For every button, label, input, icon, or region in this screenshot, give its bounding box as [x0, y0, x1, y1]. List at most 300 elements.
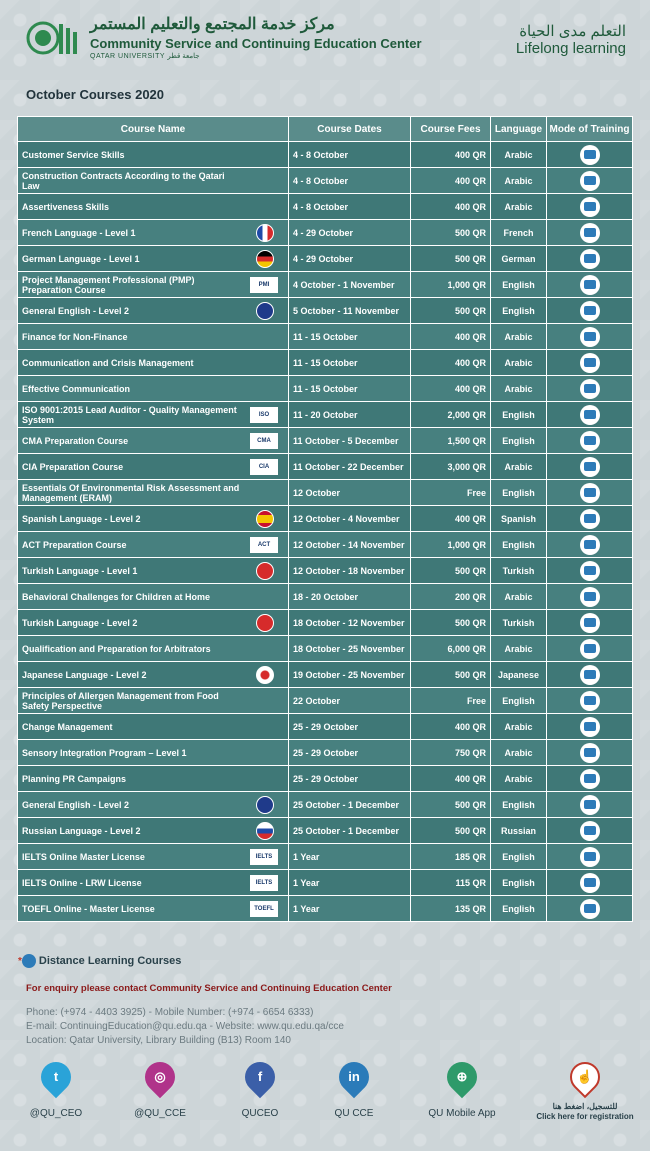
online-training-icon [580, 301, 600, 321]
online-training-icon [580, 171, 600, 191]
col-course-dates: Course Dates [289, 117, 411, 142]
course-dates: 18 - 20 October [289, 584, 411, 610]
mode-of-training-cell [547, 818, 633, 844]
slogan-english: Lifelong learning [515, 40, 626, 57]
table-row [18, 298, 633, 324]
course-language: Turkish [491, 558, 547, 584]
online-training-icon [580, 665, 600, 685]
course-fee: 400 QR [411, 142, 491, 168]
course-dates: 11 - 15 October [289, 324, 411, 350]
table-row [18, 532, 633, 558]
table-row [18, 896, 633, 922]
course-name-cell [18, 168, 289, 194]
course-name: Sensory Integration Program – Level 1 [22, 747, 187, 758]
course-language: Arabic [491, 714, 547, 740]
instagram-icon[interactable]: ◎ [139, 1056, 181, 1098]
online-training-icon [580, 249, 600, 269]
mode-of-training-cell [547, 506, 633, 532]
linkedin-icon[interactable]: in [333, 1056, 375, 1098]
online-training-icon [580, 327, 600, 347]
course-dates: 4 - 29 October [289, 220, 411, 246]
course-name-cell [18, 142, 289, 168]
course-fee: 750 QR [411, 740, 491, 766]
table-row [18, 844, 633, 870]
course-name: Turkish Language - Level 1 [22, 565, 138, 576]
qu-cce-logo [25, 16, 87, 60]
header [0, 0, 650, 78]
course-name: Project Management Professional (PMP) Preparation Course [22, 274, 195, 295]
mode-of-training-cell [547, 194, 633, 220]
course-dates: 11 October - 5 December [289, 428, 411, 454]
course-dates: 18 October - 25 November [289, 636, 411, 662]
course-dates: 4 October - 1 November [289, 272, 411, 298]
lic-cma-logo: CMA [250, 433, 278, 449]
online-training-icon [580, 743, 600, 763]
course-dates: 11 - 20 October [289, 402, 411, 428]
course-language: German [491, 246, 547, 272]
course-dates: 4 - 8 October [289, 142, 411, 168]
course-fee: 1,000 QR [411, 272, 491, 298]
org-name-english: Community Service and Continuing Education Center [90, 36, 422, 51]
course-name: IELTS Online - LRW License [22, 877, 142, 888]
register-label-arabic: للتسجيل، اضغط هنا [552, 1102, 618, 1111]
slogan-arabic: التعلم مدى الحياة [519, 23, 626, 40]
phone-line: Phone: (+974 - 4403 3925) - Mobile Number: (+974 - 6654 6333) [26, 1007, 314, 1018]
location-line: Location: Qatar University, Library Building (B13) Room 140 [26, 1035, 291, 1046]
facebook-icon[interactable]: f [239, 1056, 281, 1098]
course-name: CMA Preparation Course [22, 435, 129, 446]
table-row [18, 194, 633, 220]
asterisk: * [18, 955, 22, 967]
online-training-icon [580, 431, 600, 451]
course-language: English [491, 844, 547, 870]
mode-of-training-cell [547, 766, 633, 792]
course-language: Arabic [491, 376, 547, 402]
course-dates: 25 October - 1 December [289, 792, 411, 818]
course-dates: 25 - 29 October [289, 714, 411, 740]
course-name: Qualification and Preparation for Arbitrators [22, 643, 211, 654]
social-link-linkedin[interactable] [304, 1062, 404, 1119]
course-language: Arabic [491, 454, 547, 480]
course-name-cell [18, 454, 289, 480]
course-fee: 400 QR [411, 376, 491, 402]
course-name: General English - Level 2 [22, 799, 130, 810]
table-row [18, 480, 633, 506]
course-dates: 1 Year [289, 844, 411, 870]
online-training-icon [580, 483, 600, 503]
social-label[interactable]: QU CCE [334, 1108, 374, 1119]
course-name-cell [18, 428, 289, 454]
course-dates: 4 - 8 October [289, 168, 411, 194]
table-row [18, 662, 633, 688]
mode-of-training-cell [547, 246, 633, 272]
table-row [18, 688, 633, 714]
mode-of-training-cell [547, 714, 633, 740]
table-row [18, 246, 633, 272]
course-language: Spanish [491, 506, 547, 532]
course-language: English [491, 532, 547, 558]
course-fee: 400 QR [411, 324, 491, 350]
courses-table [17, 116, 633, 922]
email-line: E-mail: ContinuingEducation@qu.edu.qa - Website: www.qu.edu.qa/cce [26, 1021, 344, 1032]
table-row [18, 168, 633, 194]
course-language: Arabic [491, 740, 547, 766]
course-language: English [491, 298, 547, 324]
table-row [18, 376, 633, 402]
course-dates: 12 October - 14 November [289, 532, 411, 558]
courses-table-body [18, 142, 633, 922]
course-name-cell [18, 480, 289, 506]
flag-tr-icon [256, 562, 274, 580]
course-fee: 200 QR [411, 584, 491, 610]
course-fee: 500 QR [411, 662, 491, 688]
online-training-icon [580, 275, 600, 295]
course-dates: 25 - 29 October [289, 740, 411, 766]
mode-of-training-cell [547, 844, 633, 870]
course-dates: 11 October - 22 December [289, 454, 411, 480]
mode-of-training-cell [547, 896, 633, 922]
distance-learning-note [18, 954, 181, 968]
table-row [18, 454, 633, 480]
course-language: English [491, 428, 547, 454]
course-language: Turkish [491, 610, 547, 636]
course-name-cell [18, 636, 289, 662]
online-training-icon [580, 223, 600, 243]
table-row [18, 506, 633, 532]
mode-of-training-cell [547, 532, 633, 558]
course-name: Essentials Of Environmental Risk Assessment and Management (ERAM) [22, 482, 240, 503]
mode-of-training-cell [547, 324, 633, 350]
course-name-cell [18, 298, 289, 324]
course-name-cell [18, 376, 289, 402]
online-training-icon [580, 821, 600, 841]
course-name-cell [18, 740, 289, 766]
course-language: English [491, 870, 547, 896]
course-name-cell [18, 844, 289, 870]
course-fee: 500 QR [411, 792, 491, 818]
distance-learning-label: Distance Learning Courses [38, 954, 182, 967]
course-language: English [491, 272, 547, 298]
course-dates: 25 October - 1 December [289, 818, 411, 844]
course-fee: 1,500 QR [411, 428, 491, 454]
table-row [18, 142, 633, 168]
mode-of-training-cell [547, 584, 633, 610]
enquiry-text: For enquiry please contact Community Service and Continuing Education Center [26, 983, 392, 994]
course-fee: 115 QR [411, 870, 491, 896]
course-dates: 19 October - 25 November [289, 662, 411, 688]
online-training-icon [580, 145, 600, 165]
course-name: Principles of Allergen Management from Food Safety Perspective [22, 690, 219, 711]
course-name-cell [18, 610, 289, 636]
online-training-icon [580, 795, 600, 815]
table-row [18, 818, 633, 844]
table-row [18, 870, 633, 896]
course-dates: 12 October - 4 November [289, 506, 411, 532]
course-fee: Free [411, 480, 491, 506]
course-dates: 18 October - 12 November [289, 610, 411, 636]
course-fee: 400 QR [411, 714, 491, 740]
course-name-cell [18, 272, 289, 298]
course-name: ISO 9001:2015 Lead Auditor - Quality Management System [22, 404, 237, 425]
course-name-cell [18, 662, 289, 688]
course-language: Japanese [491, 662, 547, 688]
course-dates: 4 - 8 October [289, 194, 411, 220]
mode-of-training-cell [547, 792, 633, 818]
social-link-twitter[interactable] [6, 1062, 106, 1119]
table-row [18, 558, 633, 584]
course-name-cell [18, 818, 289, 844]
lic-cia-logo: CIA [250, 459, 278, 475]
register-pin-icon[interactable]: ☝ [564, 1056, 606, 1098]
course-fee: 400 QR [411, 194, 491, 220]
course-name: Customer Service Skills [22, 149, 125, 160]
table-row [18, 402, 633, 428]
table-row [18, 792, 633, 818]
social-link-qu-app[interactable] [412, 1062, 512, 1119]
course-dates: 1 Year [289, 870, 411, 896]
course-name-cell [18, 402, 289, 428]
social-label[interactable]: @QU_CEO [29, 1108, 83, 1119]
course-fee: 500 QR [411, 558, 491, 584]
mode-of-training-cell [547, 168, 633, 194]
course-dates: 11 - 15 October [289, 350, 411, 376]
table-row [18, 584, 633, 610]
qu-app-icon[interactable]: ⊕ [441, 1056, 483, 1098]
course-fee: 500 QR [411, 298, 491, 324]
course-name-cell [18, 870, 289, 896]
online-training-icon [580, 873, 600, 893]
course-name: Assertiveness Skills [22, 201, 110, 212]
lic-iso-logo: ISO [250, 407, 278, 423]
mode-of-training-cell [547, 272, 633, 298]
course-name: Japanese Language - Level 2 [22, 669, 147, 680]
twitter-icon[interactable]: t [35, 1056, 77, 1098]
course-fee: Free [411, 688, 491, 714]
course-name: Spanish Language - Level 2 [22, 513, 141, 524]
online-training-icon [580, 561, 600, 581]
distance-learning-icon [22, 954, 36, 968]
course-language: Arabic [491, 142, 547, 168]
online-training-icon [580, 691, 600, 711]
table-row [18, 610, 633, 636]
mode-of-training-cell [547, 740, 633, 766]
col-course-name: Course Name [18, 117, 289, 142]
table-row [18, 636, 633, 662]
course-name: TOEFL Online - Master License [22, 903, 155, 914]
course-name: Change Management [22, 721, 113, 732]
course-name-cell [18, 558, 289, 584]
course-name: Construction Contracts According to the Qatari Law [22, 170, 225, 191]
table-row [18, 220, 633, 246]
online-training-icon [580, 847, 600, 867]
register-label[interactable] [535, 1102, 635, 1122]
course-language: English [491, 792, 547, 818]
course-name-cell [18, 584, 289, 610]
course-fee: 500 QR [411, 220, 491, 246]
course-language: Arabic [491, 766, 547, 792]
online-training-icon [580, 717, 600, 737]
course-name: General English - Level 2 [22, 305, 130, 316]
course-name-cell [18, 714, 289, 740]
mode-of-training-cell [547, 298, 633, 324]
col-mode-of-training: Mode of Training [547, 117, 633, 142]
online-training-icon [580, 899, 600, 919]
course-name: Planning PR Campaigns [22, 773, 127, 784]
course-name: Russian Language - Level 2 [22, 825, 141, 836]
course-name-cell [18, 506, 289, 532]
course-name-cell [18, 766, 289, 792]
table-row [18, 272, 633, 298]
course-name: Communication and Crisis Management [22, 357, 194, 368]
mode-of-training-cell [547, 402, 633, 428]
course-fee: 400 QR [411, 168, 491, 194]
online-training-icon [580, 769, 600, 789]
social-label[interactable]: QUCEO [241, 1108, 279, 1119]
course-language: English [491, 896, 547, 922]
course-name: Finance for Non-Finance [22, 331, 128, 342]
mode-of-training-cell [547, 428, 633, 454]
mode-of-training-cell [547, 558, 633, 584]
course-fee: 400 QR [411, 766, 491, 792]
course-language: Arabic [491, 636, 547, 662]
online-training-icon [580, 587, 600, 607]
table-header-row [18, 117, 633, 142]
course-name-cell [18, 896, 289, 922]
online-training-icon [580, 457, 600, 477]
course-fee: 2,000 QR [411, 402, 491, 428]
table-row [18, 766, 633, 792]
course-name: German Language - Level 1 [22, 253, 140, 264]
mode-of-training-cell [547, 480, 633, 506]
course-language: Arabic [491, 584, 547, 610]
lic-ielts-logo: IELTS [250, 875, 278, 891]
course-dates: 4 - 29 October [289, 246, 411, 272]
course-name: IELTS Online Master License [22, 851, 145, 862]
course-dates: 12 October [289, 480, 411, 506]
flag-uk-icon [256, 302, 274, 320]
course-fee: 400 QR [411, 350, 491, 376]
course-name-cell [18, 532, 289, 558]
mode-of-training-cell [547, 636, 633, 662]
table-row [18, 740, 633, 766]
course-fee: 135 QR [411, 896, 491, 922]
mode-of-training-cell [547, 220, 633, 246]
course-dates: 25 - 29 October [289, 766, 411, 792]
course-name: CIA Preparation Course [22, 461, 124, 472]
online-training-icon [580, 405, 600, 425]
course-name-cell [18, 792, 289, 818]
mode-of-training-cell [547, 376, 633, 402]
qatar-university-label: QATAR UNIVERSITY جامعة قطر [90, 53, 200, 60]
table-row [18, 350, 633, 376]
course-dates: 1 Year [289, 896, 411, 922]
online-training-icon [580, 379, 600, 399]
online-training-icon [580, 613, 600, 633]
online-training-icon [580, 639, 600, 659]
table-row [18, 714, 633, 740]
course-language: English [491, 480, 547, 506]
lic-pmi-logo: PMI [250, 277, 278, 293]
course-name-cell [18, 324, 289, 350]
flag-ru-icon [256, 822, 274, 840]
contact-info [26, 1006, 344, 1048]
course-fee: 3,000 QR [411, 454, 491, 480]
flag-de-icon [256, 250, 274, 268]
course-language: Arabic [491, 350, 547, 376]
course-fee: 1,000 QR [411, 532, 491, 558]
course-name-cell [18, 246, 289, 272]
social-label[interactable]: @QU_CCE [134, 1108, 186, 1119]
flag-uk-icon [256, 796, 274, 814]
course-fee: 185 QR [411, 844, 491, 870]
course-name: ACT Preparation Course [22, 539, 127, 550]
lic-act-logo: ACT [250, 537, 278, 553]
course-name: Behavioral Challenges for Children at Home [22, 591, 211, 602]
course-language: Arabic [491, 324, 547, 350]
course-name-cell [18, 194, 289, 220]
course-name: Turkish Language - Level 2 [22, 617, 138, 628]
course-dates: 12 October - 18 November [289, 558, 411, 584]
mode-of-training-cell [547, 870, 633, 896]
mode-of-training-cell [547, 662, 633, 688]
mode-of-training-cell [547, 688, 633, 714]
course-dates: 22 October [289, 688, 411, 714]
mode-of-training-cell [547, 142, 633, 168]
course-dates: 11 - 15 October [289, 376, 411, 402]
course-name-cell [18, 688, 289, 714]
flag-fr-icon [256, 224, 274, 242]
online-training-icon [580, 197, 600, 217]
page-title: October Courses 2020 [26, 87, 165, 102]
social-label[interactable]: QU Mobile App [428, 1108, 496, 1119]
mode-of-training-cell [547, 610, 633, 636]
course-language: English [491, 402, 547, 428]
flag-es-icon [256, 510, 274, 528]
course-language: French [491, 220, 547, 246]
course-dates: 5 October - 11 November [289, 298, 411, 324]
online-training-icon [580, 509, 600, 529]
course-language: Russian [491, 818, 547, 844]
table-row [18, 428, 633, 454]
course-fee: 500 QR [411, 610, 491, 636]
online-training-icon [580, 353, 600, 373]
social-link-facebook[interactable] [210, 1062, 310, 1119]
course-name: Effective Communication [22, 383, 131, 394]
register-label-english: Click here for registration [536, 1112, 634, 1121]
col-language: Language [491, 117, 547, 142]
table-row [18, 324, 633, 350]
lic-ielts-logo: IELTS [250, 849, 278, 865]
course-fee: 500 QR [411, 818, 491, 844]
online-training-icon [580, 535, 600, 555]
register-link[interactable] [535, 1062, 635, 1122]
flag-jp-icon [256, 666, 274, 684]
course-language: Arabic [491, 194, 547, 220]
mode-of-training-cell [547, 350, 633, 376]
course-name: French Language - Level 1 [22, 227, 136, 238]
course-language: English [491, 688, 547, 714]
course-language: Arabic [491, 168, 547, 194]
org-name-arabic: مركز خدمة المجتمع والتعليم المستمر [90, 16, 335, 33]
flag-tr-icon [256, 614, 274, 632]
col-course-fees: Course Fees [411, 117, 491, 142]
course-fee: 500 QR [411, 246, 491, 272]
social-link-instagram[interactable] [110, 1062, 210, 1119]
course-fee: 6,000 QR [411, 636, 491, 662]
course-name-cell [18, 220, 289, 246]
course-fee: 400 QR [411, 506, 491, 532]
course-name-cell [18, 350, 289, 376]
